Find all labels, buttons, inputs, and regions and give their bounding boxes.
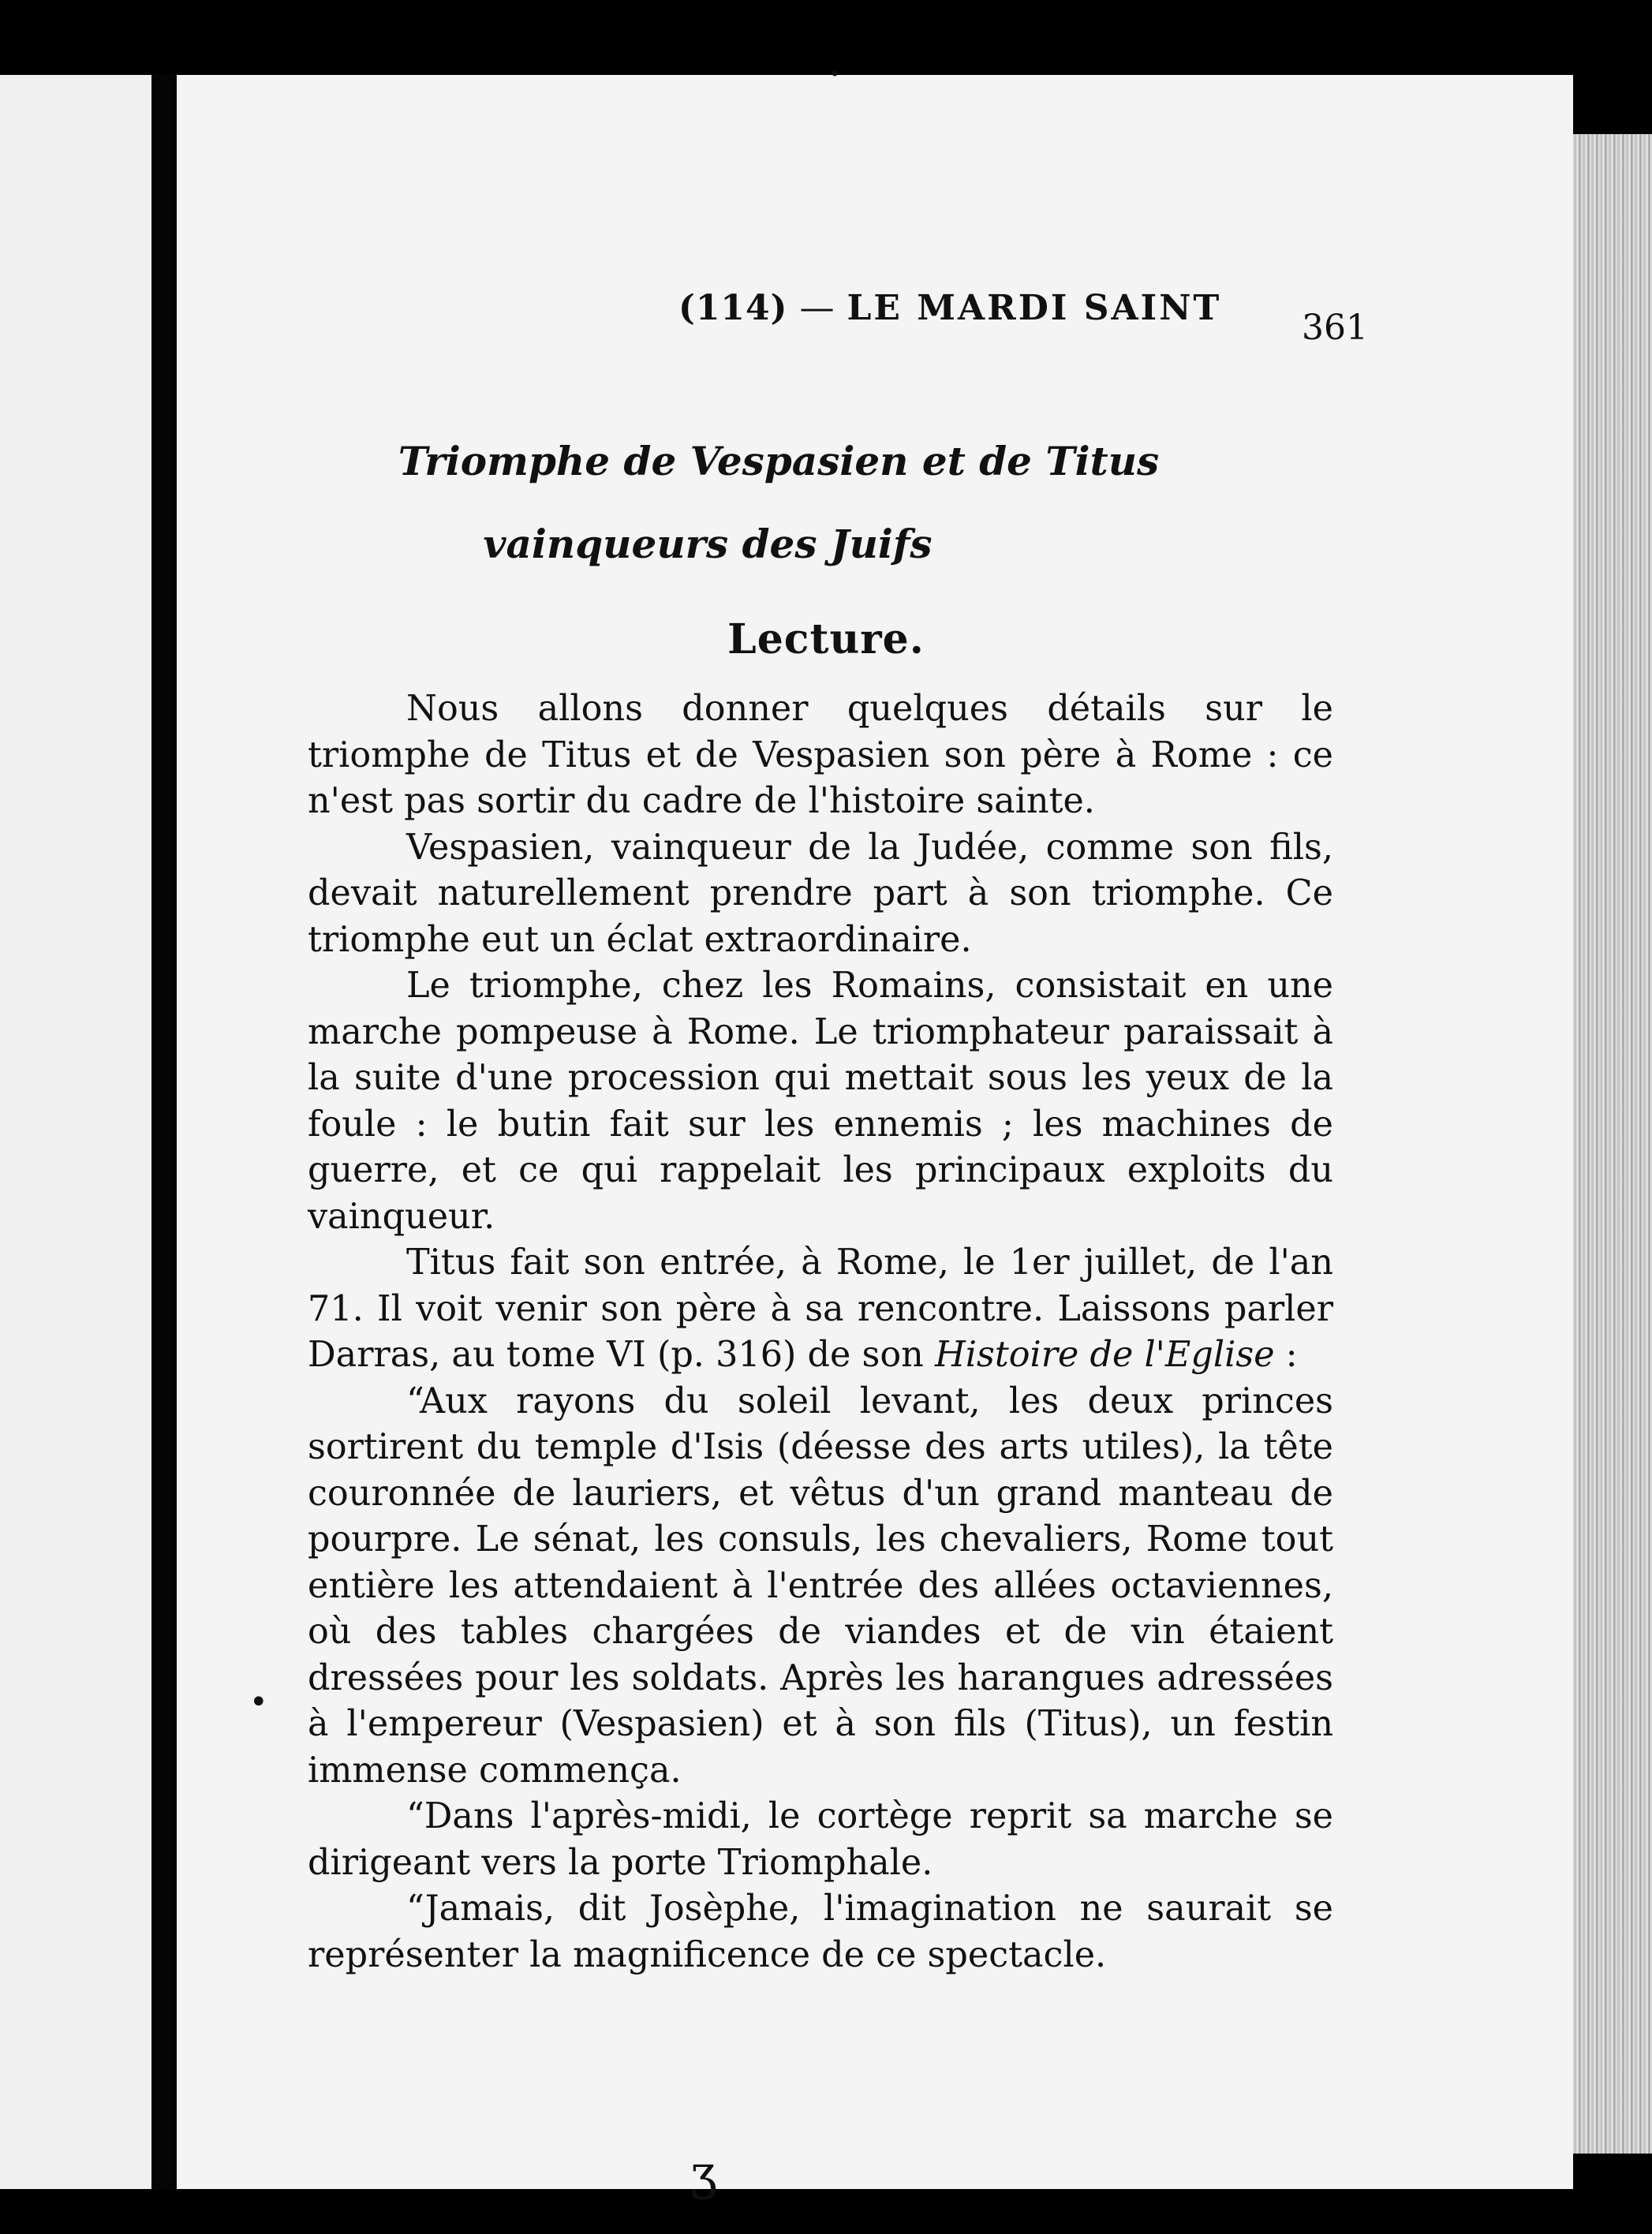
section-number: (114): [678, 288, 788, 328]
paragraph-2: Vespasien, vainqueur de la Judée, comme son fils, devait naturellement prendre part à son triomphe. Ce triomphe eut un éclat extraordinaire.: [308, 827, 1333, 960]
book-title-suffix: :: [1274, 1335, 1298, 1375]
paragraph-3: Le triomphe, chez les Romains, consistait en une marche pompeuse à Rome. Le triomphateur paraissait à la suite d'une procession qui mettait sous les yeux de la foule : le butin fait sur les ennemis ; les machines de guerre, et ce qui rappelait les principaux exploits du vainqueur.: [308, 966, 1333, 1237]
paragraph-1: Nous allons donner quelques détails sur le triomphe de Titus et de Vespasien son père à Rome : ce n'est pas sortir du cadre de l'histoire sainte.: [308, 689, 1333, 821]
quote-paragraph-1: “Aux rayons du soleil levant, les deux princes sortirent du temple d'Isis (déesse des arts utiles), la tête couronnée de lauriers, et vêtus d'un grand manteau de pourpre. Le sénat, les consuls, les chevaliers, Rome tout entière les attendaient à l'entrée des allées octaviennes, où des tables chargées de viandes et de vin étaient dressées pour les soldats. Après les harangues adressées à l'empereur (Vespasien) et à son fils (Titus), un festin immense commença.: [308, 1380, 1333, 1791]
quote-paragraph-2: “Dans l'après-midi, le cortège reprit sa marche se dirigeant vers la porte Triomphale.: [308, 1796, 1333, 1883]
running-title: LE MARDI SAINT: [847, 288, 1222, 328]
body-text: [308, 686, 1333, 1978]
running-header: [678, 288, 1221, 328]
section-subtitle: Lecture.: [727, 615, 925, 663]
chapter-title-line-1: Triomphe de Vespasien et de Titus: [398, 438, 1160, 484]
chapter-title-line-2: vainqueurs des Juifs: [483, 521, 933, 567]
paragraph-4-text: Titus fait son entrée, à Rome, le 1er juillet, de l'an 71. Il voit venir son père à sa rencontre. Laissons parler Darras, au tome VI (p. 316) de son: [308, 1242, 1333, 1375]
quote-paragraph-3: “Jamais, dit Josèphe, l'imagination ne saurait se représenter la magnificence de ce spectacle.: [308, 1888, 1333, 1975]
left-page-margin: [0, 75, 151, 2189]
bottom-blot: ʒ: [690, 2146, 717, 2201]
page-number: 361: [1302, 308, 1368, 348]
margin-dot: •: [249, 1684, 268, 1720]
page-edges: [1573, 134, 1652, 2154]
book-gutter: [151, 75, 177, 2189]
header-dash: —: [799, 288, 835, 328]
top-dot: •: [829, 63, 841, 85]
paragraph-4: [308, 1240, 1333, 1379]
book-title: Histoire de l'Eglise: [934, 1335, 1275, 1375]
